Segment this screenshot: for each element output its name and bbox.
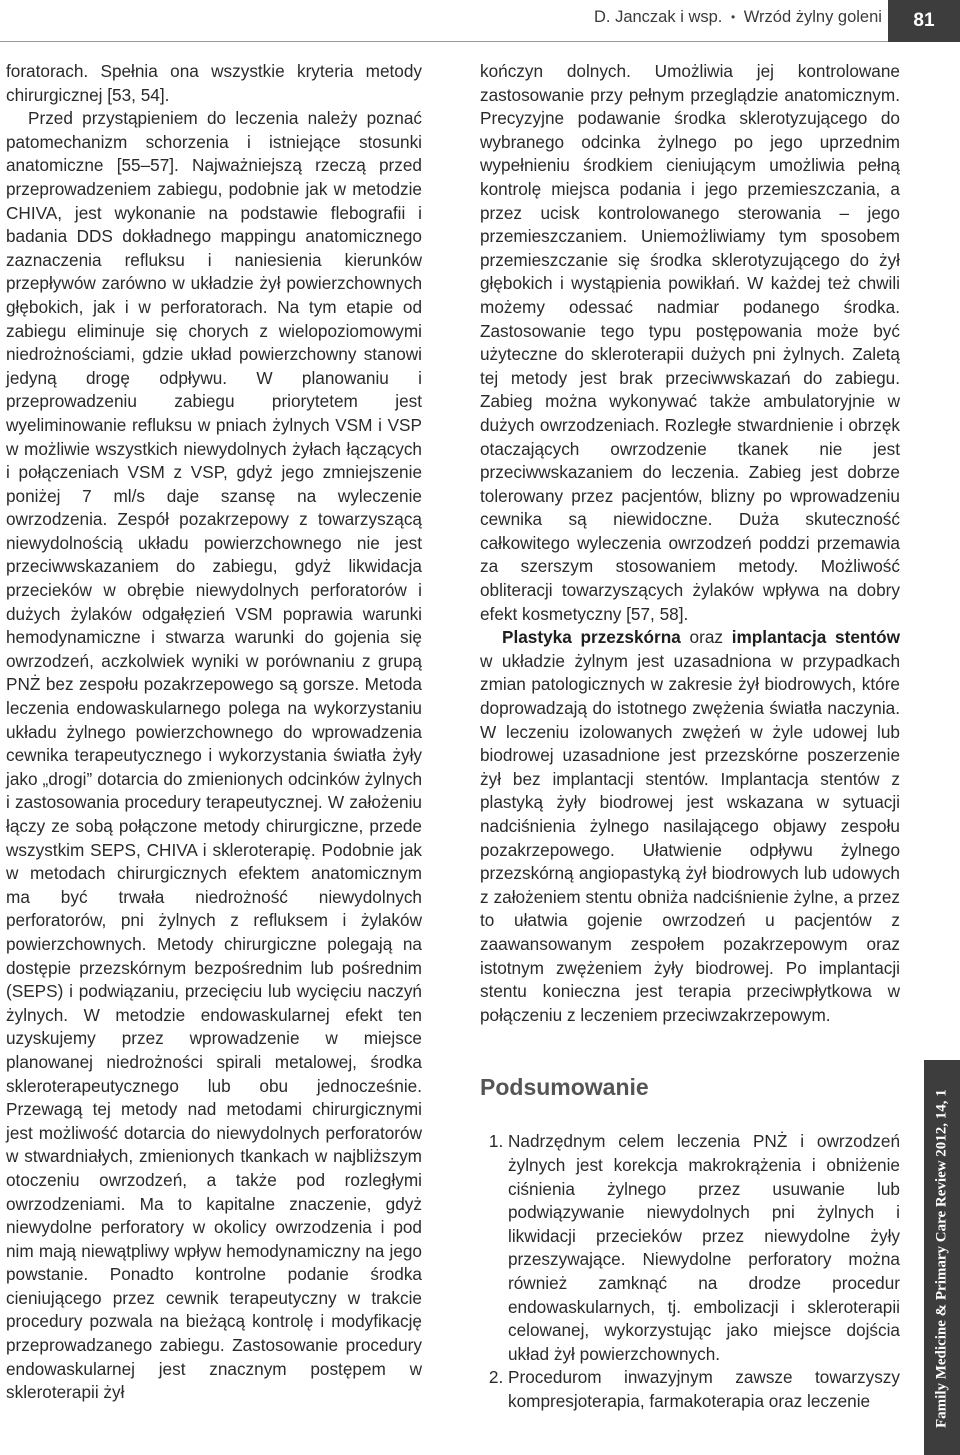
section-heading: Podsumowanie (480, 1074, 649, 1101)
running-title (594, 8, 882, 27)
journal-sidebar (924, 1060, 960, 1455)
list-item: 2. Procedurom inwazyjnym zawsze towarzyszy kompresjoterapia, farmakoterapia oraz leczenie (508, 1366, 900, 1413)
text-run: w układzie żylnym jest uzasadniona w przypadkach zmian patologicznych w zakresie żył biodrowych, które doprowadzają do istotnego zwężenia światła naczynia. W leczeniu izolowanych zwężeń w żyle udowej lub biodrowej uzasadnione jest przezskórne poszerzenie żył bez implantacji stentów. Implantacja stentów z plastyką żyły biodrowej jest wskazana w sytuacji nadciśnienia żylnego nasilającego objawy zespołu pozakrzepowego. Ułatwienie odpływu żylnego przezskórną angiopastyką żył biodrowych lub udowych z założeniem stentu obniża nadciśnienie żylne, a przez to ułatwia gojenie owrzodzeń u pacjentów z zaawansowanym zespołem pozakrzepowym oraz istotnym zwężeniem żyły biodrowej. Po implantacji stentu konieczna jest terapia przeciwpłytkowa w połączeniu z leczeniem przeciwzakrzepowym. (480, 650, 900, 1025)
paragraph (480, 626, 900, 1027)
paragraph: Przed przystąpieniem do leczenia należy poznać patomechanizm schorzenia i istniejące stosunki anatomiczne [55–57]. Najważniejszą rzeczą przed przeprowadzeniem zabiegu, podobnie jak w metodzie CHIVA, jest wykonanie na podstawie flebografii i badania DDS dokładnego mappingu anatomicznego zaznaczenia refluksu i naniesienia kierunków przepływów zarówno w układzie żył powierzchownych głębokich, jak i w perforatorach. Na tym etapie od zabiegu eliminuje się chorych z wielopoziomowymi niedrożnościami, gdzie układ powierzchowny stanowi jedyną drogę odpływu. W planowaniu i przeprowadzeniu zabiegu priorytetem jest wyeliminowanie refluksu w pniach żylnych VSM i VSP w możliwie wszystkich niewydolnych żyłach łączących i połączeniach VSM z VSP, gdyż jego zmniejszenie poniżej 7 ml/s daje szansę na wyleczenie owrzodzenia. Zespół pozakrzepowy z towarzyszącą niewydolnością układu powierzchownego nie jest przeciwwskazaniem do zabiegu, gdyż likwidacja przecieków w obrębie niewydolnych perforatorów i dużych żylaków odgałęzień VSM poprawia warunki hemodynamiczne i stwarza warunki do gojenia się owrzodzeń, aczkolwiek wyniki w porównaniu z grupą PNŻ bez zespołu pozakrzepowego są gorsze. Metoda leczenia endowaskularnego polega na wykorzystaniu układu żylnego powierzchownego do wprowadzenia cewnika terapeutycznego i wykorzystania światła żyły jako „drogi” dotarcia do zmienionych odcinków żylnych i zastosowania procedury terapeutycznej. W założeniu łączy ze sobą połączone metody chirurgiczne, przede wszystkim SEPS, CHIVA i skleroterapię. Podobnie jak w metodach chirurgicznych efektem anatomicznym ma być trwała niedrożność niewydolnych perforatorów, pni żylnych z refluksem i żylaków powierzchownych. Metody chirurgiczne polegają na dostępie przezskórnym bezpośrednim lub pośrednim (SEPS) i podwiązaniu, przecięciu lub wycięciu naczyń żylnych. W metodzie endowaskularnej efekt ten uzyskujemy przez wprowadzenie w miejsce planowanej niedrożności spirali metalowej, środka skleroterapeutycznego lub obu jednocześnie. Przewagą tej metody nad metodami chirurgicznymi jest możliwość dotarcia do niewydolnych perforatorów w stwardniałych, zmienionych tkankach w najbliższym otoczeniu owrzodzeń, a także pod rozległymi owrzodzeniami. Ma to kapitalne znaczenie, gdyż niewydolne perforatory w okolicy owrzodzenia i pod nim mają niewątpliwy wpływ hemodynamiczny na jego powstanie. Ponadto kontrolne podanie środka cieniującego przez cewnik terapeutyczny w trakcie procedury pozwala na bieżącą kontrolę i modyfikację przeprowadzanego zabiegu. Zastosowanie procedury endowaskularnej jest znacznym postępem w skleroterapii żył (6, 108, 422, 1403)
list-item: 1. Nadrzędnym celem leczenia PNŻ i owrzodzeń żylnych jest korekcja makrokrążenia i obniżenie ciśnienia żylnego przez usuwanie lub podwiązywanie niewydolnych pni żylnych i likwidacji przecieków przez niewydolne żyły przeszywające. Niewydolne perforatory można również zamknąć na drodze procedur endowaskularnych, tj. embolizacji i skleroterapii celowanej, wykorzystując jako miejsce dojścia układ żył powierzchownych. (508, 1130, 900, 1366)
bold-term: implantacja stentów (731, 627, 900, 648)
paragraph: foratorach. Spełnia ona wszystkie kryteria metody chirurgicznej [53, 54]. (6, 61, 422, 105)
page-number: 81 (888, 0, 960, 42)
bullet-separator: • (730, 10, 736, 24)
header-article-title: Wrzód żylny goleni (743, 8, 882, 26)
text-run: oraz (680, 627, 732, 648)
running-header (0, 0, 960, 44)
journal-name: Family Medicine & Primary Care Review 2012, 14, 1 (933, 1089, 950, 1428)
left-column (6, 60, 422, 1405)
right-column (480, 60, 900, 1413)
paragraph: kończyn dolnych. Umożliwia jej kontrolowane zastosowanie przy pełnym przeglądzie anatomicznym. Precyzyjne podawanie środka sklerotyzującego do wybranego odcinka żylnego po jego uprzednim wypełnieniu środkiem cieniującym umożliwia pełną kontrolę miejsca podania i jego przemieszczania, a przez ucisk kontrolowanego sterowania – jego przemieszczaniem. Uniemożliwiamy tym sposobem przemieszczanie się środka sklerotyzującego do żył głębokich i wystąpienia powikłań. W każdej też chwili możemy odessać nadmiar podanego środka. Zastosowanie tego typu postępowania może być użyteczne do skleroterapii dużych pni żylnych. Zaletą tej metody jest brak przeciwwskazań do zabiegu. Zabieg można wykonywać także ambulatoryjnie w dużych owrzodzeniach. Rozległe stwardnienie i obrzęk otaczających owrzodzenie tkanek nie jest przeciwwskazaniem do leczenia. Zabieg jest dobrze tolerowany przez pacjentów, blizny po wprowadzeniu cewnika są niewidoczne. Duża skuteczność całkowitego wyleczenia owrzodzeń poddzi przemawia za szerszym stosowaniem metody. Możliwość obliteracji towarzyszących żylaków wpływa na dobry efekt kosmetyczny [57, 58]. (480, 61, 900, 624)
header-authors: D. Janczak i wsp. (594, 8, 723, 26)
bold-term: Plastyka przezskórna (502, 627, 681, 648)
header-rule (0, 41, 888, 42)
summary-list (480, 1130, 900, 1413)
